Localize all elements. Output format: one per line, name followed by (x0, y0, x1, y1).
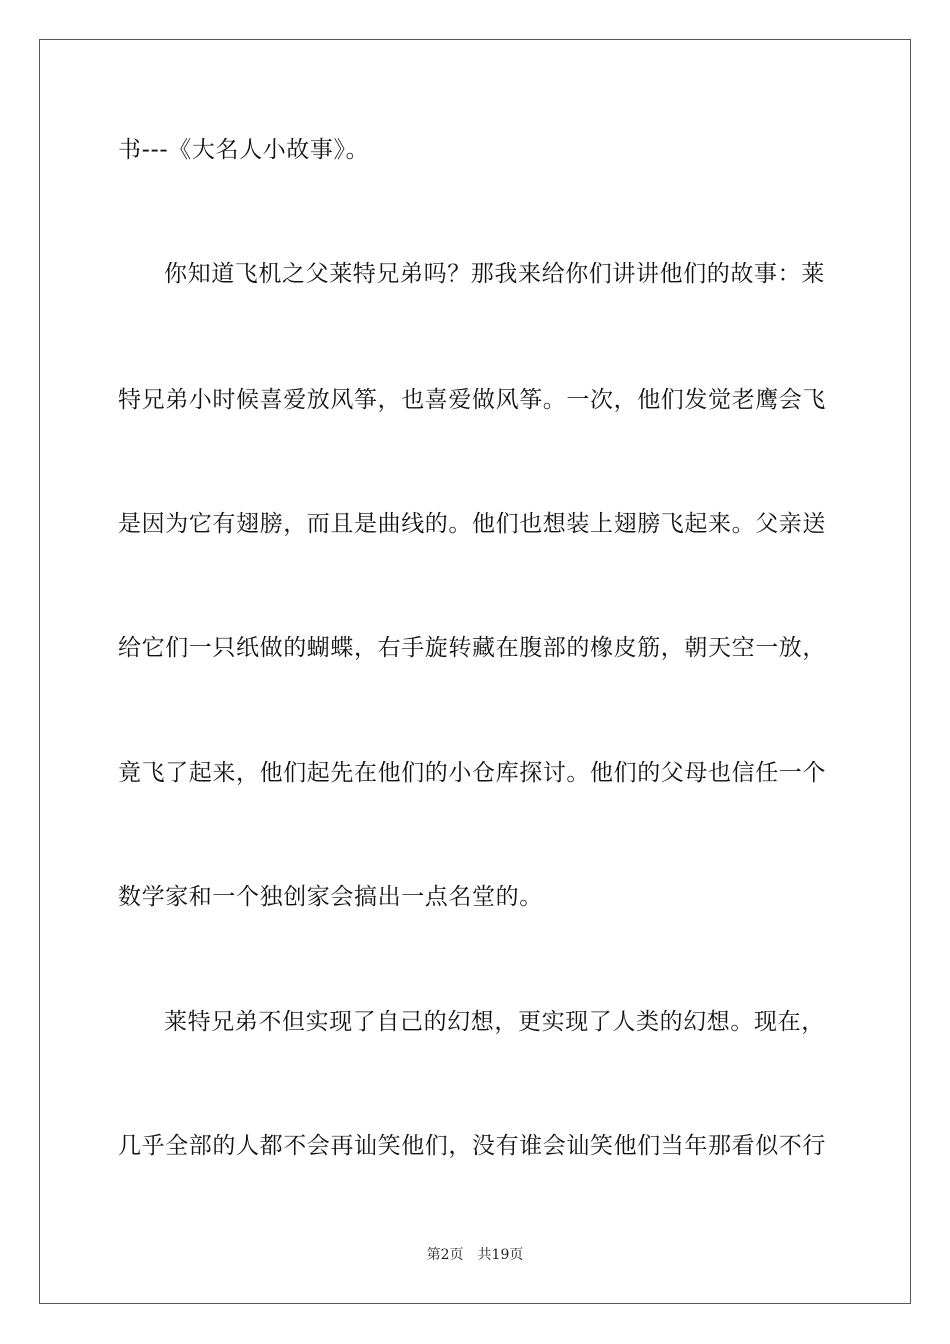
text-line: 给它们一只纸做的蝴蝶，右手旋转藏在腹部的橡皮筋，朝天空一放， (118, 635, 826, 661)
text-line: 是因为它有翅膀，而且是曲线的。他们也想装上翅膀飞起来。父亲送 (118, 511, 826, 537)
paragraph-start-line: 莱特兄弟不但实现了自己的幻想，更实现了人类的幻想。现在， (164, 1009, 825, 1035)
text-line: 书---《大名人小故事》。 (118, 137, 370, 163)
text-line: 竟飞了起来，他们起先在他们的小仓库探讨。他们的父母也信任一个 (118, 760, 826, 786)
page-border (39, 39, 911, 1304)
text-line: 特兄弟小时候喜爱放风筝，也喜爱做风筝。一次，他们发觉老鹰会飞 (118, 387, 826, 413)
text-line: 几乎全部的人都不会再讪笑他们，没有谁会讪笑他们当年那看似不行 (118, 1133, 826, 1159)
page-total: 共19页 (477, 1247, 524, 1263)
page-number: 第2页 (426, 1247, 464, 1263)
text-line: 数学家和一个独创家会搞出一点名堂的。 (118, 884, 543, 910)
paragraph-start-line: 你知道飞机之父莱特兄弟吗？那我来给你们讲讲他们的故事：莱 (164, 261, 825, 287)
page-footer (0, 1246, 950, 1264)
